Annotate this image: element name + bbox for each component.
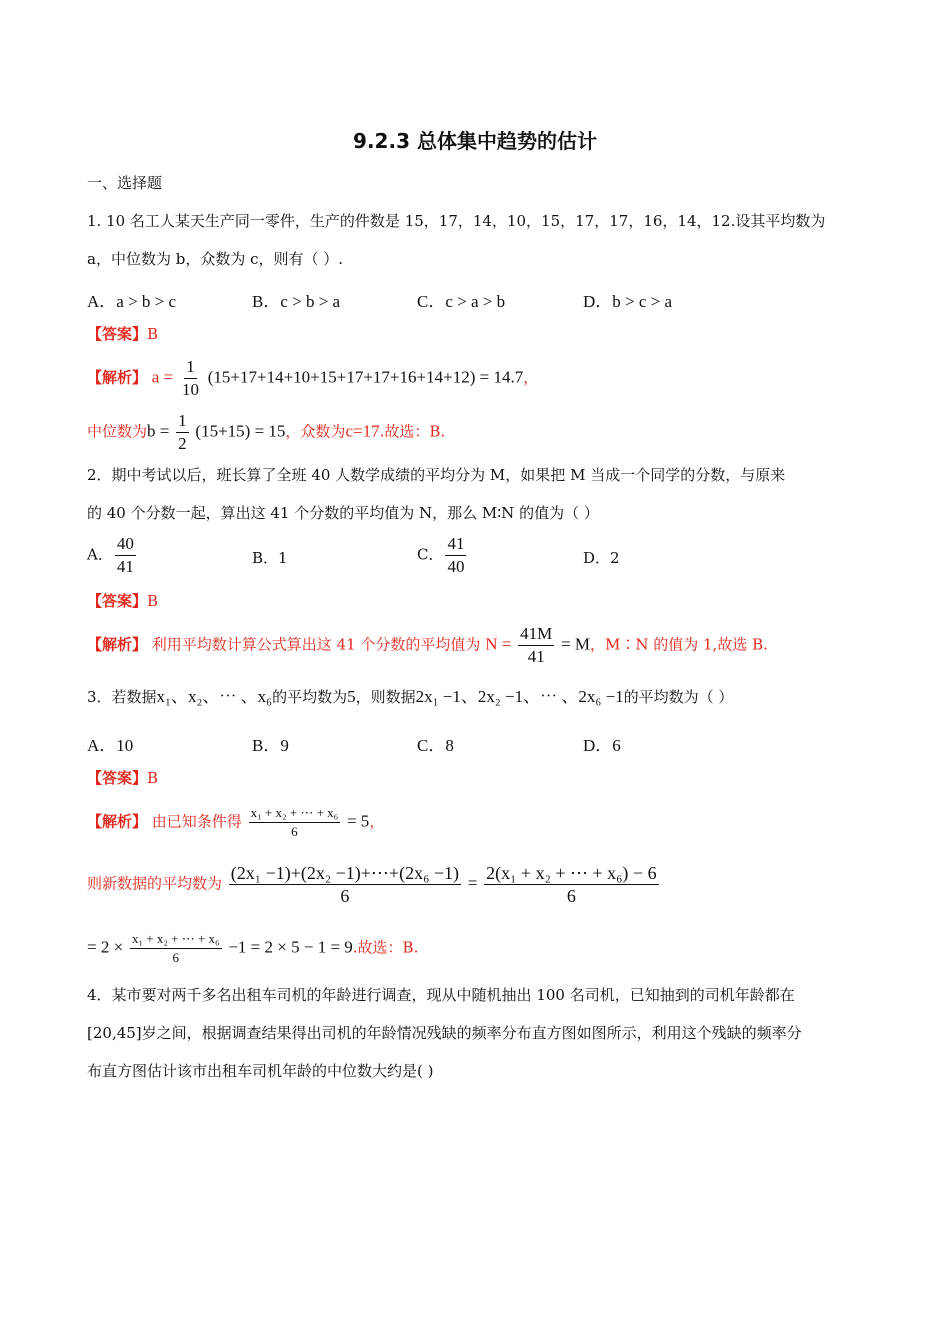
- q1-text-line-2: a，中位数为 b，众数为 c，则有（ ）.: [87, 250, 344, 268]
- q2-answer: [87, 591, 158, 611]
- q2-sol-text: 利用平均数计算公式算出这 41 个分数的平均值为: [151, 635, 481, 654]
- q3-simplified-fraction: $\frac{\text{2(x₁ + x₂ + ⋯ + x₆) − 6}}{6}$: [486, 863, 657, 906]
- analysis-tag: 【解析】: [87, 368, 148, 387]
- q1-answer: [87, 324, 158, 344]
- answer-tag: 【答案】: [87, 769, 148, 787]
- q3-data-list: x₁、x₂、⋯ 、x₆: [156, 687, 273, 706]
- q1-conclusion: .故选：B.: [379, 422, 446, 441]
- q2-option-d: D．2: [583, 549, 620, 567]
- q2-text-line-1: 2．期中考试以后，班长算了全班 40 人数学成绩的平均分为 M，如果把 M 当成一个同学的分数，与原来: [87, 466, 786, 484]
- q3-text: [87, 687, 733, 707]
- q1-option-c: C．c > a > b: [417, 292, 506, 311]
- q3-final-prefix: = 2 ×: [87, 937, 124, 957]
- q3-text-a: 3．若数据: [87, 688, 157, 706]
- section-heading: 一、选择题: [87, 174, 163, 192]
- q2-option-a-label: A．: [87, 545, 113, 564]
- q2-text-line-2: 的 40 个分数一起，算出这 41 个分数的平均值为 N，那么 M∶N 的值为（ ）: [87, 504, 599, 522]
- q1-mode-label: ，众数为: [285, 422, 346, 441]
- q1-sol-var: a =: [151, 367, 174, 387]
- q2-option-c-label: C．: [417, 545, 444, 564]
- q3-option-b: B．9: [252, 736, 289, 755]
- q3-solution-line-1: [87, 804, 384, 841]
- q2-option-a: [87, 533, 138, 578]
- q3-option-a: A．10: [87, 736, 134, 755]
- q3-sol-fraction: $\frac{\text{x₁ + x₂ + ⋯ + x₆}}{6}$: [250, 805, 339, 839]
- page-title: 9.2.3 总体集中趋势的估计: [353, 129, 597, 153]
- q1-sol-fraction: $\frac{1}{10}$: [181, 357, 199, 399]
- q1-median-var: b =: [147, 421, 170, 441]
- q1-option-b: B．c > b > a: [252, 292, 341, 311]
- q3-text-e: ，则数据: [355, 688, 416, 706]
- answer-tag: 【答案】: [87, 592, 148, 610]
- q4-text-line-2: [20,45]岁之间，根据调查结果得出司机的年龄情况残缺的频率分布直方图如图所示，利用这个残缺的频率分: [87, 1024, 802, 1042]
- q2-option-c: [417, 533, 468, 578]
- q3-sol-text: 由已知条件得: [151, 812, 242, 831]
- q1-mode-value: c=17: [345, 421, 380, 441]
- answer-tag: 【答案】: [87, 325, 148, 343]
- q2-solution: [87, 623, 768, 668]
- q3-equals: =: [467, 873, 478, 893]
- q3-new-data-list: 2x₁ −1、2x₂ −1、⋯ 、2x₆ −1: [415, 687, 624, 706]
- q3-sol-result: = 5: [346, 811, 370, 831]
- q2-sol-fraction: $\frac{41M}{41}$: [520, 624, 553, 666]
- q2-answer-value: B: [147, 592, 159, 610]
- q3-final-fraction: $\frac{\text{x₁ + x₂ + ⋯ + x₆}}{6}$: [131, 931, 220, 965]
- q3-sol-comma: ，: [369, 812, 385, 831]
- q3-option-d: D．6: [583, 736, 621, 755]
- q4-text-line-3: 布直方图估计该市出租车司机年龄的中位数大约是( ): [87, 1062, 434, 1080]
- q3-new-mean-label: 则新数据的平均数为: [87, 874, 223, 893]
- q4-text-line-1: 4．某市要对两千多名出租车司机的年龄进行调查，现从中随机抽出 100 名司机，已知抽到的司机年龄都在: [87, 986, 795, 1004]
- q3-final-conclusion: .故选：B.: [352, 938, 419, 957]
- q1-option-d: D．b > c > a: [583, 292, 673, 311]
- q1-solution-line-1: [87, 356, 538, 401]
- q1-option-a: A．a > b > c: [87, 292, 177, 311]
- q1-median-expression: (15+15) = 15: [195, 421, 286, 441]
- q2-sol-conclusion: ，M∶N 的值为 1,故选 B.: [589, 635, 768, 654]
- q1-median-fraction: $\frac{1}{2}$: [178, 411, 187, 453]
- q3-text-g: 的平均数为（ ）: [623, 688, 734, 706]
- analysis-tag: 【解析】: [87, 812, 148, 831]
- q2-option-b: B．1: [252, 549, 288, 567]
- q2-option-a-fraction: $\frac{40}{41}$: [116, 534, 134, 576]
- q1-text-line-1: 1. 10 名工人某天生产同一零件，生产的件数是 15，17，14，10，15，17，17，16，14，12.设其平均数为: [87, 212, 826, 230]
- q1-sol-comma: ，: [523, 368, 539, 387]
- q2-sol-var: N =: [485, 634, 512, 654]
- q2-option-c-fraction: $\frac{41}{40}$: [447, 534, 465, 576]
- q1-solution-line-2: [87, 410, 445, 455]
- q3-new-mean-fraction: $\frac{\text{(2x₁ −1)+(2x₂ −1)+⋯+(2x₆ −1)}}{6}$: [230, 863, 459, 906]
- q3-solution-line-2: [87, 862, 661, 907]
- q3-answer: [87, 768, 158, 788]
- q3-text-c: 的平均数为: [272, 688, 348, 706]
- q1-answer-value: B: [147, 325, 159, 343]
- q3-mean-value: 5: [347, 687, 356, 706]
- q2-sol-result: = M: [561, 634, 590, 654]
- q3-solution-line-3: [87, 930, 418, 967]
- analysis-tag: 【解析】: [87, 635, 148, 654]
- q1-median-label: 中位数为: [87, 422, 148, 441]
- q3-answer-value: B: [147, 769, 159, 787]
- q3-option-c: C．8: [417, 736, 454, 755]
- q3-final-expression: −1 = 2 × 5 − 1 = 9: [228, 937, 353, 957]
- q1-sol-expression: (15+17+14+10+15+17+17+16+14+12) = 14.7: [207, 367, 524, 387]
